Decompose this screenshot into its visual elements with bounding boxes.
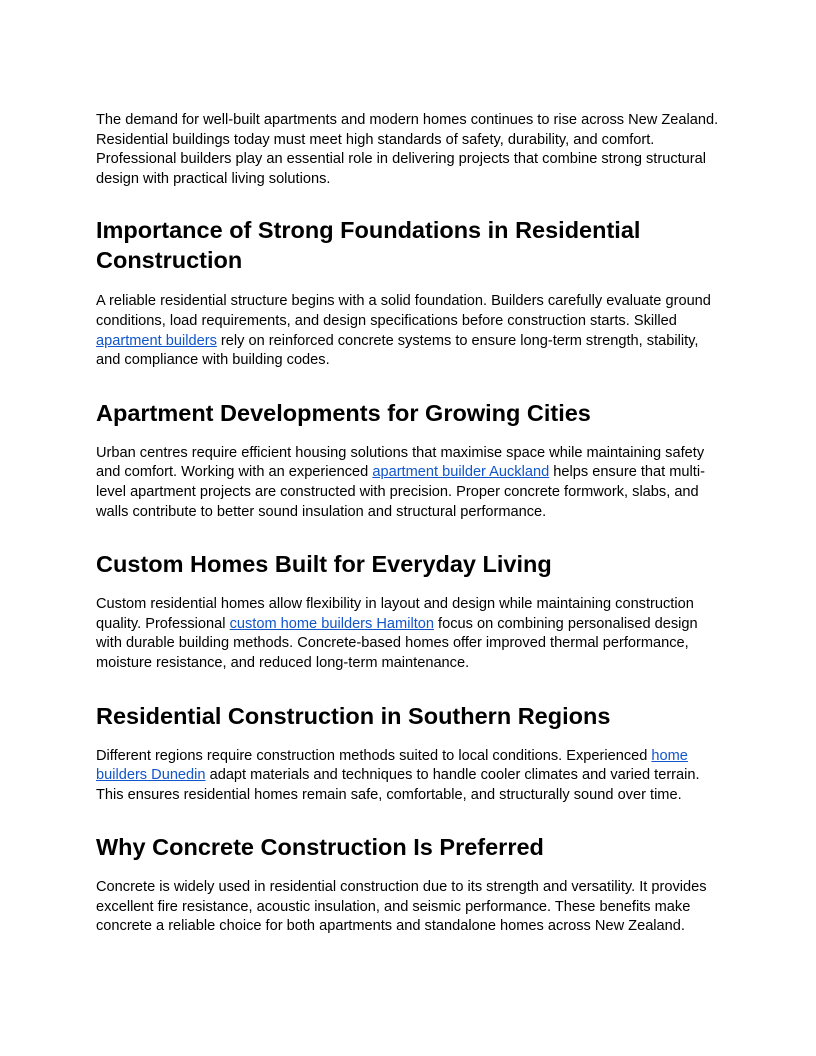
section-paragraph: [96, 595, 724, 673]
section-heading: Why Concrete Construction Is Preferred: [96, 834, 544, 861]
paragraph-text: helps ensure that multi-level apartment projects are constructed with precision. Proper concrete formwork, slabs, and walls contribute to better sound insulation and structural performance.: [96, 464, 705, 520]
section-foundations: [96, 215, 724, 370]
link-apartment-builder-auckland[interactable]: apartment builder Auckland: [372, 464, 550, 481]
section-southern-regions: [96, 701, 724, 806]
link-apartment-builders[interactable]: apartment builders: [96, 332, 217, 349]
section-apartment-developments: [96, 398, 724, 522]
link-home-builders-dunedin[interactable]: home builders Dunedin: [96, 747, 688, 784]
paragraph-text: Custom residential homes allow flexibility in layout and design while maintaining construction quality. Professional: [96, 596, 694, 632]
link-custom-home-builders-hamilton[interactable]: custom home builders Hamilton: [229, 615, 434, 632]
intro-paragraph: The demand for well-built apartments and modern homes continues to rise across New Zealand. Residential buildings today must meet high standards of safety, durability, and comfort. Professional builders play an essential role in delivering projects that combine strong structural design with practical living solutions.: [96, 112, 719, 187]
section-heading: Residential Construction in Southern Regions: [96, 702, 611, 729]
section-heading: Importance of Strong Foundations in Residential Construction: [96, 217, 641, 274]
section-paragraph: [96, 747, 724, 806]
paragraph-text: Urban centres require efficient housing solutions that maximise space while maintaining safety and comfort. Working with an experienced: [96, 444, 705, 481]
section-paragraph: [96, 444, 724, 522]
section-custom-homes: [96, 549, 724, 673]
paragraph-text: rely on reinforced concrete systems to ensure long-term strength, stability, and compliance with building codes.: [96, 332, 699, 369]
paragraph-text: focus on combining personalised design with durable building methods. Concrete-based homes offer improved thermal performance, moisture resistance, and reduced long-term maintenance.: [96, 615, 698, 671]
section-concrete-preferred: [96, 832, 724, 937]
paragraph-text: A reliable residential structure begins with a solid foundation. Builders carefully evaluate ground conditions, load requirements, and design specifications before construction starts. Skilled: [96, 293, 711, 329]
section-paragraph: [96, 292, 724, 370]
section-paragraph: Concrete is widely used in residential construction due to its strength and versatility. It provides excellent fire resistance, acoustic insulation, and seismic performance. These benefits make concrete a reliable choice for both apartments and standalone homes across New Zealand.: [96, 879, 707, 935]
section-heading: Apartment Developments for Growing Cities: [96, 399, 591, 426]
section-heading: Custom Homes Built for Everyday Living: [96, 551, 552, 578]
document-page: [96, 111, 724, 964]
paragraph-text: Different regions require construction methods suited to local conditions. Experienced: [96, 747, 652, 764]
paragraph-text: adapt materials and techniques to handle cooler climates and varied terrain. This ensures residential homes remain safe, comfortable, and structurally sound over time.: [96, 767, 700, 803]
